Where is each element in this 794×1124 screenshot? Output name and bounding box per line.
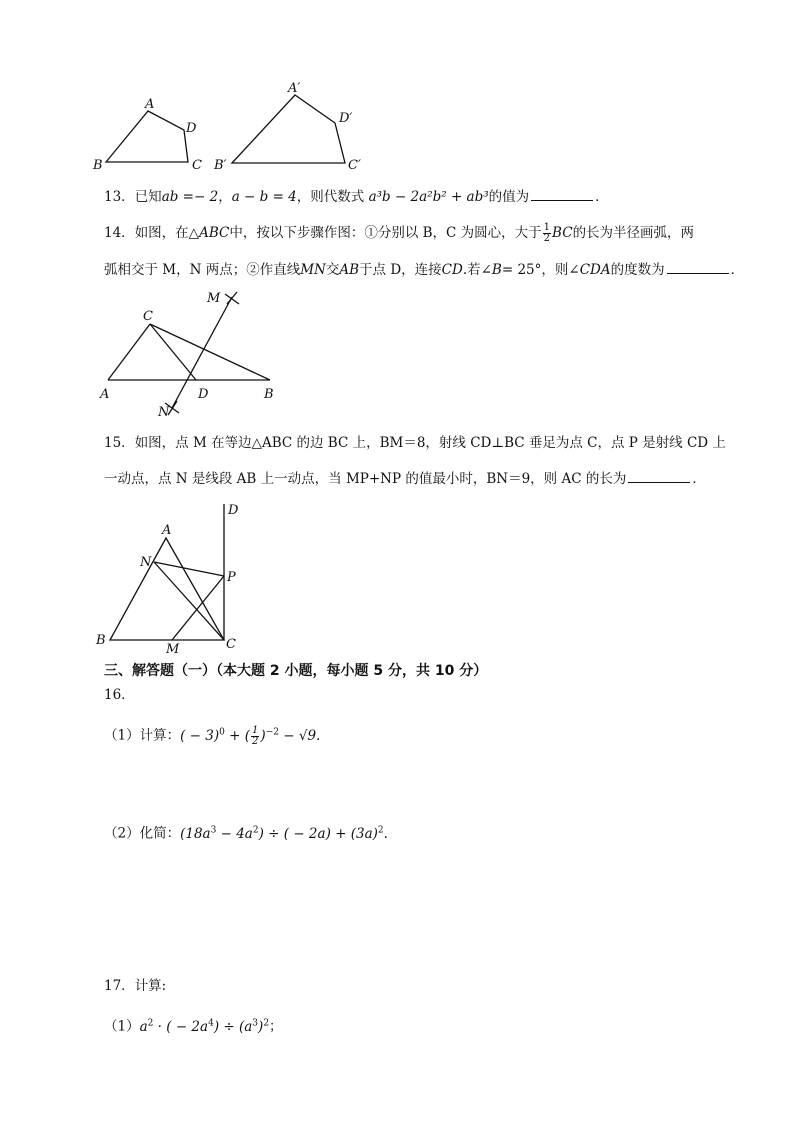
label-a: A xyxy=(145,97,155,112)
label-n: N xyxy=(140,555,152,570)
q14-text-c: 的长为半径画弧，两 xyxy=(572,225,695,241)
label-p: P xyxy=(227,570,236,585)
line-cb xyxy=(150,324,270,380)
q13-expression: a³b − 2a²b² + ab³ xyxy=(368,189,489,205)
q16-p2-c: ) ÷ ( − 2a) + (3a) xyxy=(258,825,378,842)
q15-text-2: 一动点，点 N 是线段 AB 上一动点，当 MP+NP 的值最小时，BN＝9，则 AC 的长为 xyxy=(104,471,627,487)
figure-quadrilaterals xyxy=(90,80,380,175)
q16-p2-a: (18a xyxy=(180,825,211,842)
q16-p1-plus: + ( xyxy=(224,727,251,744)
q16-p1-label: （1）计算： xyxy=(104,727,181,744)
q16-p1-expression xyxy=(180,724,321,747)
q13-number: 13． xyxy=(104,189,135,205)
q17-p1-d: ) xyxy=(258,1018,264,1035)
q13-sep: ， xyxy=(218,189,232,205)
question-14-line1 xyxy=(104,223,694,244)
q17-p1-a: a xyxy=(139,1018,148,1035)
q15-answer-blank[interactable] xyxy=(628,468,690,483)
q16-p1-exp: −2 xyxy=(265,727,279,737)
q13-end: ． xyxy=(595,189,609,205)
question-16-part1 xyxy=(104,722,320,747)
question-14-line2 xyxy=(104,259,744,280)
q13-pre: 已知 xyxy=(134,189,162,205)
q14-text-e: 交 xyxy=(325,262,340,278)
q13-mid: ，则代数式 xyxy=(296,189,365,205)
figure-q14 xyxy=(92,282,292,422)
q16-p1-fraction xyxy=(251,726,259,747)
figure-q15 xyxy=(92,500,262,655)
quad-abcd-prime xyxy=(232,95,345,163)
q14-bc: BC xyxy=(552,225,573,241)
q16-frac-num: 1 xyxy=(252,724,259,736)
question-17 xyxy=(104,976,166,996)
label-c: C xyxy=(192,158,202,173)
q14-text-b: 中，按以下步骤作图：①分别以 B，C 为圆心，大于 xyxy=(229,225,542,241)
quad-abcd xyxy=(106,111,188,162)
q13-cond2: a − b = 4 xyxy=(231,189,297,205)
label-m: M xyxy=(166,642,180,655)
q14-end: ． xyxy=(730,262,745,278)
label-n: N xyxy=(158,405,170,420)
q16-p2-e3: 3 xyxy=(210,825,217,835)
q16-p2-e2b: 2 xyxy=(377,825,384,835)
label-a: A xyxy=(162,523,172,538)
q14-text-f: 于点 D，连接 xyxy=(359,262,442,278)
q17-p1-b: · ( − 2a xyxy=(153,1018,209,1035)
section-3-heading: 三、解答题（一）（本大题 2 小题，每小题 5 分，共 10 分） xyxy=(104,663,488,679)
q17-p1-label: （1） xyxy=(104,1018,140,1035)
question-16-number: 16． xyxy=(104,687,135,703)
label-a: A xyxy=(100,387,110,402)
q14-tri: ABC xyxy=(199,225,230,241)
q14-number: 14． xyxy=(104,225,135,241)
q14-text-h: = 25°，则∠ xyxy=(501,262,580,278)
q14-text-i: 的度数为 xyxy=(610,262,665,278)
question-13 xyxy=(104,186,609,207)
label-a-prime: A′ xyxy=(288,81,301,96)
q15-end: ． xyxy=(692,471,706,487)
q13-post: 的值为 xyxy=(488,189,530,205)
label-b: B xyxy=(93,158,103,173)
line-cd xyxy=(150,324,196,380)
q16-frac-den: 2 xyxy=(252,735,259,747)
q17-p1-expression xyxy=(140,1019,269,1035)
q14-cda: CDA xyxy=(579,262,611,278)
question-16-part2 xyxy=(104,820,388,844)
q14-fraction xyxy=(543,223,551,244)
q17-p1-e2b: 2 xyxy=(263,1018,270,1028)
q16-p1-close: ) xyxy=(260,727,266,744)
q16-p1-rest: − √9. xyxy=(278,727,321,744)
frac-num: 1 xyxy=(543,222,551,233)
label-b-prime: B′ xyxy=(214,158,227,173)
q16-p2-b: − 4a xyxy=(216,825,253,842)
question-15-line2 xyxy=(104,468,706,489)
q16-p2-expression xyxy=(180,826,388,842)
q14-text-g: .若∠ xyxy=(462,262,492,278)
q16-p2-d: . xyxy=(383,825,388,842)
q17-p1-c: ) ÷ (a xyxy=(213,1018,253,1035)
label-d: D xyxy=(198,387,209,402)
q14-mn: MN xyxy=(300,262,326,278)
q13-cond1: ab =− 2 xyxy=(161,189,219,205)
q17-p1-end: ； xyxy=(269,1018,283,1035)
q16-p2-label: （2）化简： xyxy=(104,825,181,842)
q17-p1-e2: 2 xyxy=(147,1018,154,1028)
q17-label: 计算: xyxy=(134,978,167,994)
q15-text-1: 如图，点 M 在等边△ABC 的边 BC 上，BM＝8，射线 CD⊥BC 垂足为点 C，点 P 是射线 CD 上 xyxy=(134,435,726,451)
label-m: M xyxy=(207,291,221,306)
label-c: C xyxy=(143,309,153,324)
q17-p1-e4: 4 xyxy=(208,1018,214,1028)
q17-number: 17． xyxy=(104,978,135,994)
q14-text-a: 如图，在△ xyxy=(134,225,200,241)
triangle-abc xyxy=(110,538,224,640)
label-c-prime: C′ xyxy=(348,158,361,173)
q13-answer-blank[interactable] xyxy=(531,186,593,201)
q15-number: 15． xyxy=(104,435,135,451)
question-17-part1 xyxy=(104,1013,283,1037)
q17-p1-e3: 3 xyxy=(252,1018,259,1028)
q16-p1-a: ( − 3) xyxy=(180,727,220,744)
q16-p2-e2: 2 xyxy=(252,825,259,835)
label-d: D xyxy=(186,121,197,136)
label-c: C xyxy=(226,637,236,652)
q14-angle-b: B xyxy=(491,262,502,278)
label-b: B xyxy=(264,387,274,402)
frac-den: 2 xyxy=(543,233,551,244)
q16-p1-exp0: 0 xyxy=(219,727,225,737)
q14-answer-blank[interactable] xyxy=(667,259,729,274)
label-d: D xyxy=(228,503,239,518)
q14-ab: AB xyxy=(339,262,360,278)
q14-text-d: 弧相交于 M，N 两点；②作直线 xyxy=(104,262,301,278)
line-ac xyxy=(108,324,150,380)
label-d-prime: D′ xyxy=(339,111,353,126)
question-15-line1 xyxy=(104,433,726,453)
label-b: B xyxy=(96,633,106,648)
q14-cd: CD xyxy=(441,262,463,278)
